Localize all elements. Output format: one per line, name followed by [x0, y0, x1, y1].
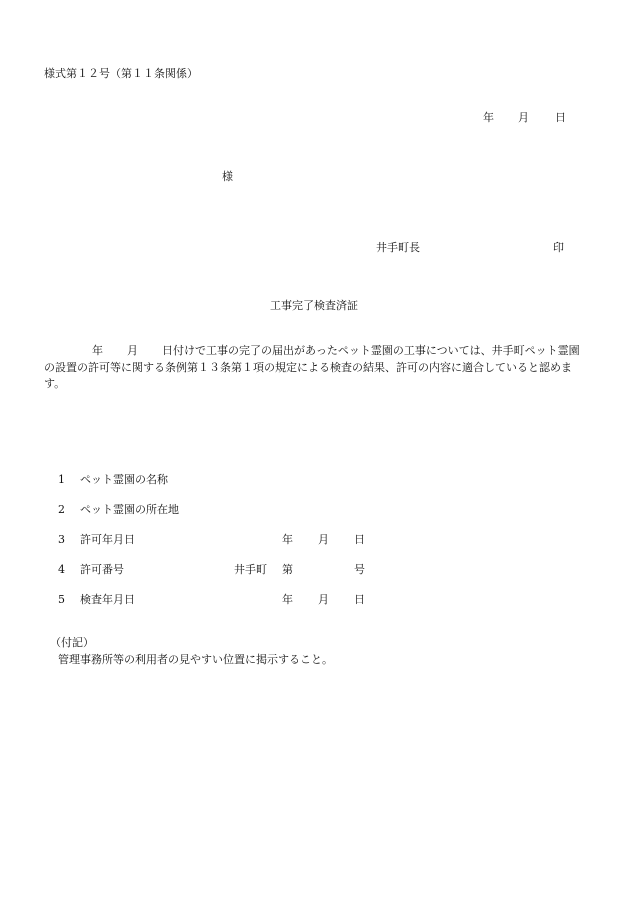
permit-date-year: 年 — [282, 533, 293, 546]
item-number: 1 — [58, 473, 65, 486]
body-month-label: 月 — [127, 344, 138, 357]
addressee-suffix: 様 — [222, 170, 233, 183]
note-text: 管理事務所等の利用者の見やすい位置に掲示すること。 — [58, 653, 333, 666]
date-year-label: 年 — [483, 111, 494, 124]
item-label: 検査年月日 — [80, 593, 135, 606]
issuer-seal-mark: 印 — [553, 241, 564, 254]
inspection-date-month: 月 — [318, 593, 329, 606]
inspection-date-day: 日 — [354, 593, 365, 606]
item-label: ペット霊園の名称 — [80, 473, 168, 486]
item-row-location — [0, 504, 630, 518]
permit-date-month: 月 — [318, 533, 329, 546]
item-label: 許可年月日 — [80, 533, 135, 546]
document-title: 工事完了検査済証 — [270, 299, 358, 312]
item-row-permit-number — [0, 564, 630, 578]
item-row-permit-date — [0, 534, 630, 548]
item-row-inspection-date — [0, 594, 630, 608]
permit-date-day: 日 — [354, 533, 365, 546]
item-number: 4 — [58, 563, 65, 576]
note-heading: （付記） — [50, 636, 94, 649]
permit-number-prefix: 第 — [282, 563, 293, 576]
body-paragraph — [44, 343, 590, 393]
permit-number-town: 井手町 — [234, 563, 267, 576]
body-text: 日付けで工事の完了の届出があったペット霊園の工事については、井手町ペット霊園の設置の許可等に関する条例第１３条第１項の規定による検査の結果、許可の内容に適合していると認めます。 — [44, 344, 580, 390]
item-number: 2 — [58, 503, 65, 516]
date-day-label: 日 — [555, 111, 566, 124]
permit-number-suffix: 号 — [354, 563, 365, 576]
item-label: 許可番号 — [80, 563, 124, 576]
item-number: 5 — [58, 593, 65, 606]
item-number: 3 — [58, 533, 65, 546]
date-month-label: 月 — [518, 111, 529, 124]
inspection-date-year: 年 — [282, 593, 293, 606]
item-label: ペット霊園の所在地 — [80, 503, 179, 516]
form-number: 様式第１２号（第１１条関係） — [44, 67, 198, 80]
item-row-name — [0, 474, 630, 488]
issuer-name: 井手町長 — [376, 241, 420, 254]
body-year-label: 年 — [92, 344, 103, 357]
